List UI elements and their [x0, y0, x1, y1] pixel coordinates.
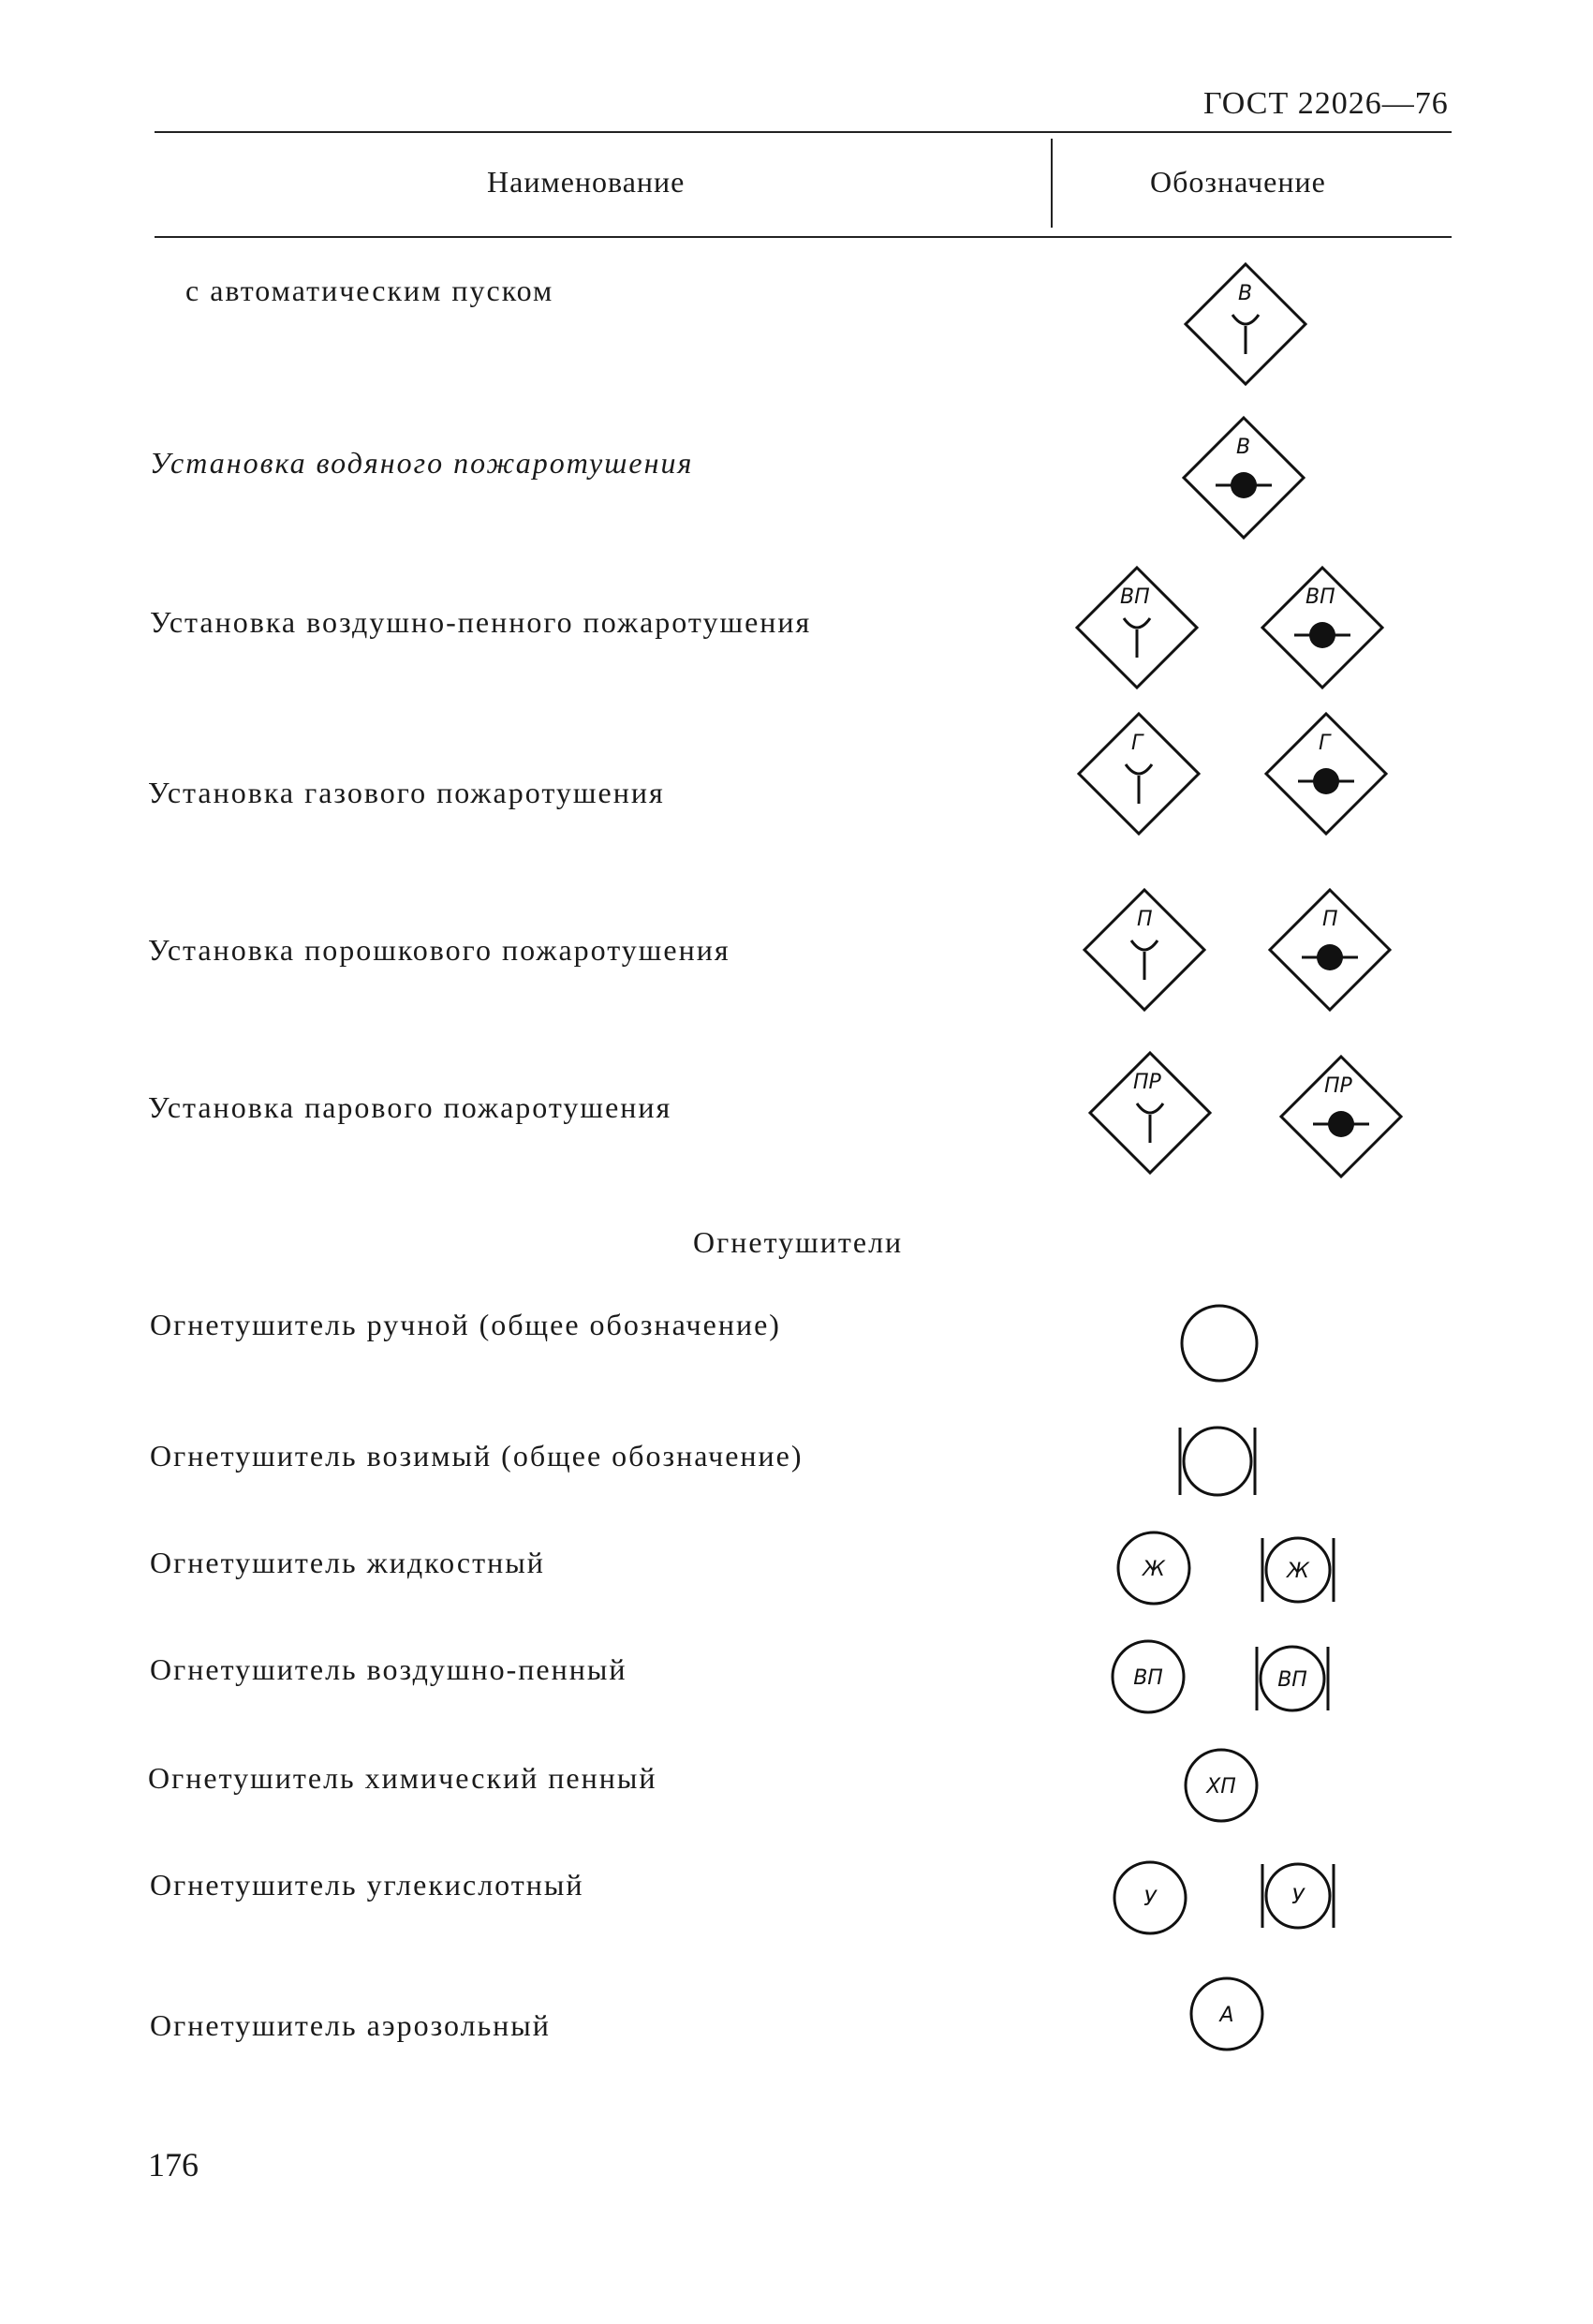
powder-fire-extinguishing-auto-symbol	[1079, 884, 1210, 1015]
document-code: ГОСТ 22026—76	[1203, 86, 1449, 121]
liquid-mobile-extinguisher-symbol	[1255, 1527, 1341, 1613]
symbol-letter: ВП	[1120, 585, 1150, 609]
row-label: Огнетушитель аэрозольный	[150, 2008, 551, 2042]
air-foam-fire-extinguishing-auto-symbol	[1071, 562, 1202, 693]
symbol-letter: В	[1236, 436, 1251, 459]
hand-extinguisher-symbol	[1176, 1300, 1262, 1386]
column-header-symbol: Обозначение	[1150, 165, 1326, 199]
symbol-letter: Ж	[1143, 1558, 1165, 1581]
symbol-letter: ХП	[1206, 1775, 1236, 1799]
chemical-foam-extinguisher-symbol	[1178, 1742, 1264, 1828]
co2-mobile-extinguisher-symbol	[1255, 1853, 1341, 1939]
row-label: Установка газового пожаротушения	[148, 776, 665, 809]
symbol-letter: А	[1219, 2004, 1234, 2027]
row-label: Огнетушитель возимый (общее обозначение)	[150, 1439, 804, 1473]
table-top-rule	[155, 131, 1452, 133]
row-label: с автоматическим пуском	[185, 274, 554, 307]
row-label: Огнетушитель ручной (общее обозначение)	[150, 1308, 781, 1341]
row-label: Огнетушитель углекислотный	[150, 1868, 584, 1902]
symbol-letter: ВП	[1305, 585, 1335, 609]
co2-extinguisher-symbol	[1107, 1855, 1193, 1941]
row-label: Установка воздушно-пенного пожаротушения	[150, 605, 812, 639]
row-label: Огнетушитель жидкостный	[150, 1546, 545, 1579]
row-label: Установка водяного пожаротушения	[150, 446, 694, 480]
symbol-letter: ВП	[1133, 1666, 1163, 1690]
air-foam-extinguisher-symbol	[1105, 1634, 1191, 1720]
row-label: Огнетушитель химический пенный	[148, 1761, 657, 1795]
symbol-letter: В	[1238, 282, 1253, 305]
liquid-extinguisher-symbol	[1111, 1525, 1197, 1611]
steam-fire-extinguishing-symbol	[1276, 1051, 1407, 1182]
air-foam-mobile-extinguisher-symbol	[1249, 1636, 1335, 1722]
symbol-letter: У	[1143, 1887, 1157, 1911]
air-foam-fire-extinguishing-symbol	[1257, 562, 1388, 693]
symbol-letter: Ж	[1287, 1560, 1309, 1583]
symbol-letter: У	[1291, 1886, 1305, 1909]
gas-fire-extinguishing-symbol	[1261, 708, 1392, 839]
row-label: Огнетушитель воздушно-пенный	[150, 1652, 627, 1686]
gas-fire-extinguishing-auto-symbol	[1073, 708, 1204, 839]
symbol-letter: ПР	[1133, 1071, 1161, 1094]
column-divider	[1051, 139, 1053, 228]
section-title: Огнетушители	[693, 1225, 904, 1259]
page-number: 176	[148, 2146, 199, 2183]
aerosol-extinguisher-symbol	[1184, 1971, 1270, 2057]
row-label: Установка парового пожаротушения	[148, 1090, 672, 1124]
row-label: Установка порошкового пожаротушения	[148, 933, 730, 967]
symbol-letter: П	[1322, 908, 1338, 931]
water-fire-extinguishing-auto-symbol	[1180, 259, 1311, 390]
table-header-rule	[155, 236, 1452, 238]
column-header-name: Наименование	[487, 165, 686, 199]
symbol-letter: Г	[1131, 732, 1143, 755]
steam-fire-extinguishing-auto-symbol	[1084, 1047, 1216, 1178]
powder-fire-extinguishing-symbol	[1264, 884, 1395, 1015]
symbol-letter: Г	[1319, 732, 1331, 755]
water-fire-extinguishing-symbol	[1178, 412, 1309, 543]
mobile-extinguisher-symbol	[1174, 1418, 1261, 1504]
symbol-letter: ПР	[1324, 1074, 1352, 1098]
symbol-letter: П	[1137, 908, 1153, 931]
symbol-letter: ВП	[1277, 1668, 1307, 1692]
